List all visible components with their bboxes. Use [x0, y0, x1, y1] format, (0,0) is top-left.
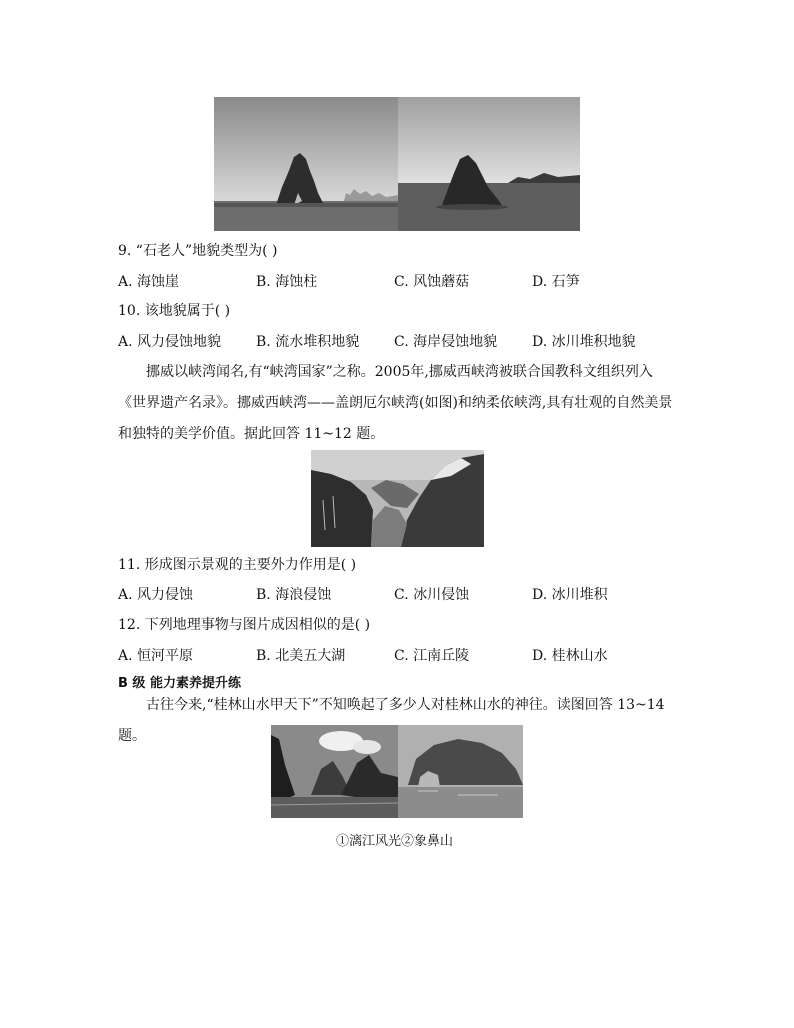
q10-option-b: B. 流水堆积地貌	[256, 334, 360, 350]
q12-option-a: A. 恒河平原	[118, 648, 194, 664]
q11-option-b: B. 海浪侵蚀	[256, 587, 332, 603]
q12-option-b: B. 北美五大湖	[256, 648, 346, 664]
q12-option-c: C. 江南丘陵	[394, 648, 470, 664]
section-b-heading: B 级 能力素养提升练	[118, 676, 241, 691]
q10-option-c: C. 海岸侵蚀地貌	[394, 334, 498, 350]
question-10-stem: 10. 该地貌属于( )	[118, 303, 231, 319]
q9-option-c: C. 风蚀蘑菇	[394, 274, 470, 290]
elephant-trunk-hill-photo	[398, 725, 523, 818]
q9-option-a: A. 海蚀崖	[118, 274, 180, 290]
li-river-photo	[271, 725, 398, 818]
q12-option-d: D. 桂林山水	[532, 648, 608, 664]
passage-norway-fjord: 挪威以峡湾闻名,有“峡湾国家”之称。2005年,挪威西峡湾被联合国教科文组织列入《世界遗产名录》。挪威西峡湾——盖朗厄尔峡湾(如图)和纳柔依峡湾,具有壮观的自然美景和独特的美学价值。据此回答 11~12 题。	[118, 364, 673, 442]
q11-option-c: C. 冰川侵蚀	[394, 587, 470, 603]
q11-option-d: D. 冰川堆积	[532, 587, 608, 603]
question-9-stem: 9. “石老人”地貌类型为( )	[118, 243, 278, 259]
q10-option-a: A. 风力侵蚀地貌	[118, 334, 222, 350]
sea-stack-photo-right	[398, 97, 580, 231]
figure-caption: ①漓江风光②象鼻山	[336, 834, 454, 849]
q9-option-b: B. 海蚀柱	[256, 274, 318, 290]
q9-option-d: D. 石笋	[532, 274, 580, 290]
passage-guilin: 古往今来,“桂林山水甲天下”不知唤起了多少人对桂林山水的神往。读图回答 13~14 题。	[118, 697, 665, 744]
q11-option-a: A. 风力侵蚀	[118, 587, 194, 603]
sea-stack-photo-left	[214, 97, 398, 231]
fjord-photo	[311, 450, 484, 547]
question-12-stem: 12. 下列地理事物与图片成因相似的是( )	[118, 617, 371, 633]
q10-option-d: D. 冰川堆积地貌	[532, 334, 636, 350]
question-11-stem: 11. 形成图示景观的主要外力作用是( )	[118, 557, 357, 573]
